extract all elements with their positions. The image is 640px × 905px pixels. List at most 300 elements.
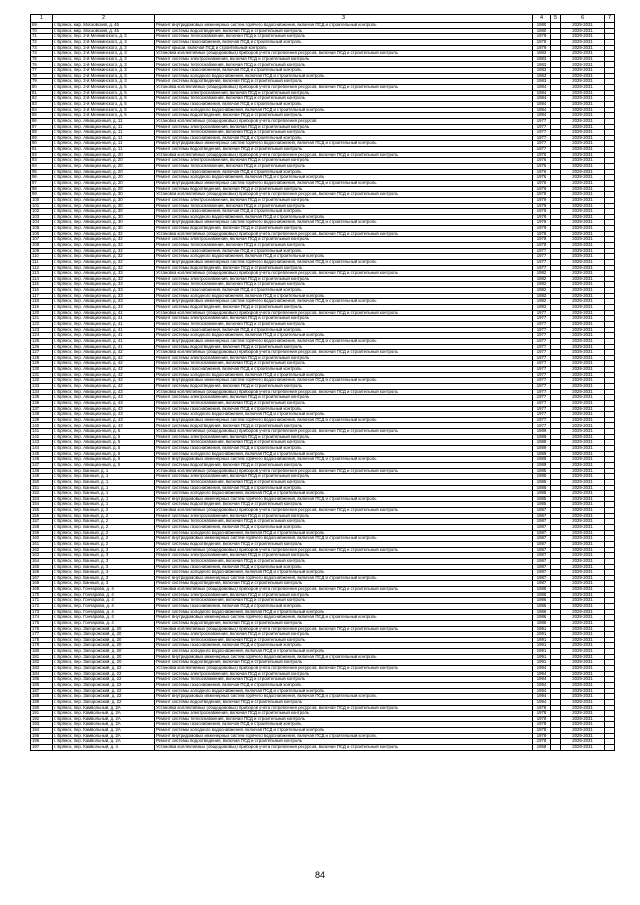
address-cell: г. Брянск, пер. Авиационный, д. 11 (53, 124, 155, 130)
year-built-cell: 1977 (533, 135, 551, 141)
period-cell: 2029-2031 (561, 479, 605, 485)
column-header: 1 (31, 15, 53, 23)
year-built-cell: 1984 (533, 96, 551, 102)
work-type-cell: Ремонт внутридомовых инженерных систем горячего водоснабжения, включая ПСД и строительный контроль (155, 259, 533, 265)
year-built-cell: 1991 (533, 626, 551, 632)
column-header: 4 (533, 15, 551, 23)
row-number-cell: 153 (31, 496, 53, 502)
address-cell: г. Брянск, пер. Камвольный, д. 2А (53, 722, 155, 728)
address-cell: г. Брянск, пер. Авиационный, д. 33 (53, 288, 155, 294)
year-built-cell: 1979 (533, 209, 551, 215)
work-type-cell: Ремонт системы холодного водоснабжения, включая ПСД и строительный контроль (155, 609, 533, 615)
work-type-cell: Ремонт внутридомовых инженерных систем горячего водоснабжения, включая ПСД и строительный контроль (155, 220, 533, 226)
year-built-cell: 1984 (533, 107, 551, 113)
work-type-cell: Ремонт системы холодного водоснабжения, включая ПСД и строительный контроль (155, 412, 533, 418)
address-cell: г. Брянск, пер. Банный, д. 2 (53, 513, 155, 519)
address-cell: г. Брянск, пер. 2-й Менжинского, д. 5 (53, 85, 155, 91)
work-type-cell: Ремонт системы холодного водоснабжения, включая ПСД и строительный контроль (155, 175, 533, 181)
period-cell: 2029-2031 (561, 344, 605, 350)
address-cell: г. Брянск, пер. Авиационный, д. 33 (53, 276, 155, 282)
row-number-cell: 154 (31, 502, 53, 508)
row-number-cell: 97 (31, 180, 53, 186)
row-number-cell: 191 (31, 711, 53, 717)
period-cell: 2029-2031 (561, 164, 605, 170)
address-cell: г. Брянск, пер. Авиационный, д. 41 (53, 310, 155, 316)
work-type-cell: Ремонт системы газоснабжения, включая ПСД и строительный контроль (155, 643, 533, 649)
period-cell: 2029-2031 (561, 90, 605, 96)
row-number-cell: 142 (31, 434, 53, 440)
work-type-cell: Ремонт системы водоотведения, включая ПСД и строительный контроль (155, 186, 533, 192)
work-type-cell: Установка коллективных (общедомовых) приборов учета потребления ресурсов, включая ПСД и строительный контроль (155, 587, 533, 593)
period-cell: 2029-2031 (561, 711, 605, 717)
row-number-cell: 194 (31, 728, 53, 734)
row-number-cell: 126 (31, 344, 53, 350)
column-header: 3 (155, 15, 533, 23)
year-built-cell: 1986 (533, 603, 551, 609)
year-built-cell: 1986 (533, 615, 551, 621)
period-cell: 2029-2031 (561, 288, 605, 294)
year-built-cell: 1976 (533, 158, 551, 164)
address-cell: г. Брянск, пер. Банный, д. 1 (53, 496, 155, 502)
row-number-cell: 110 (31, 254, 53, 260)
period-cell: 2029-2031 (561, 688, 605, 694)
period-cell: 2029-2031 (561, 209, 605, 215)
year-built-cell: 1978 (533, 716, 551, 722)
address-cell: г. Брянск, пер. Авиационный, д. 43 (53, 412, 155, 418)
year-built-cell: 1977 (533, 124, 551, 130)
row-number-cell: 179 (31, 643, 53, 649)
period-cell: 2029-2031 (561, 434, 605, 440)
period-cell: 2029-2031 (561, 603, 605, 609)
year-built-cell: 1983 (533, 62, 551, 68)
year-built-cell: 1976 (533, 186, 551, 192)
year-built-cell: 1977 (533, 344, 551, 350)
year-built-cell: 1985 (533, 474, 551, 480)
row-number-cell: 88 (31, 130, 53, 136)
row-number-cell: 119 (31, 305, 53, 311)
year-built-cell: 1985 (533, 479, 551, 485)
year-built-cell: 1979 (533, 45, 551, 51)
row-number-cell: 111 (31, 259, 53, 265)
address-cell: г. Брянск, пер. 2-й Менжинского, д. 3 (53, 51, 155, 57)
year-built-cell: 1980 (533, 28, 551, 34)
column-header: 6 (561, 15, 605, 23)
address-cell: г. Брянск, пер. 2-й Менжинского, д. 3 (53, 68, 155, 74)
year-built-cell: 1987 (533, 513, 551, 519)
year-built-cell: 1987 (533, 558, 551, 564)
year-built-cell: 1983 (533, 51, 551, 57)
page-number: 84 (314, 870, 325, 880)
period-cell: 2029-2031 (561, 118, 605, 124)
year-built-cell: 1979 (533, 203, 551, 209)
row-number-cell: 76 (31, 62, 53, 68)
address-cell: г. Брянск, пер. 2-й Менжинского, д. 5 (53, 96, 155, 102)
address-cell: г. Брянск, пер. Банный, д. 2 (53, 508, 155, 514)
year-built-cell: 1976 (533, 175, 551, 181)
year-built-cell: 1991 (533, 643, 551, 649)
address-cell: г. Брянск, пер. Авиационный, д. 11 (53, 130, 155, 136)
period-cell: 2029-2031 (561, 68, 605, 74)
row-number-cell: 178 (31, 637, 53, 643)
period-cell: 2029-2031 (561, 372, 605, 378)
period-cell: 2029-2031 (561, 135, 605, 141)
address-cell: г. Брянск, пер. Банный, д. 1 (53, 502, 155, 508)
address-cell: г. Брянск, пер. Запорожский, д. 20 (53, 643, 155, 649)
address-cell: г. Брянск, пер. Авиационный, д. 41 (53, 316, 155, 322)
year-built-cell: 1984 (533, 85, 551, 91)
work-type-cell: Ремонт системы электроснабжения, включая ПСД и строительный контроль (155, 434, 533, 440)
work-type-cell: Ремонт системы электроснабжения, включая ПСД и строительный контроль (155, 592, 533, 598)
year-built-cell: 1985 (533, 491, 551, 497)
address-cell: г. Брянск, пер. Камвольный, д. 2А (53, 716, 155, 722)
year-built-cell: 1994 (533, 671, 551, 677)
year-built-cell: 1994 (533, 666, 551, 672)
address-cell: г. Брянск, пер. Банный, д. 3 (53, 547, 155, 553)
address-cell: г. Брянск, пер. Банный, д. 3 (53, 553, 155, 559)
work-type-cell: Ремонт системы теплоснабжения, включая ПСД и строительный контроль (155, 242, 533, 248)
work-type-cell: Ремонт системы газоснабжения, включая ПСД и строительный контроль (155, 135, 533, 141)
work-type-cell: Ремонт системы холодного водоснабжения, включая ПСД и строительный контроль (155, 688, 533, 694)
address-cell: г. Брянск, пер. Гончарова, д. 4 (53, 592, 155, 598)
period-cell: 2029-2031 (561, 570, 605, 576)
year-built-cell: 1989 (533, 434, 551, 440)
year-built-cell: 1987 (533, 541, 551, 547)
period-cell: 2029-2031 (561, 34, 605, 40)
row-number-cell: 162 (31, 547, 53, 553)
period-cell: 2029-2031 (561, 429, 605, 435)
work-type-cell: Ремонт внутридомовых инженерных систем горячего водоснабжения, включая ПСД и строительный контроль (155, 694, 533, 700)
year-built-cell: 1989 (533, 440, 551, 446)
row-number-cell: 93 (31, 158, 53, 164)
year-built-cell: 1977 (533, 384, 551, 390)
address-cell: г. Брянск, пер. 2-й Менжинского, д. 3 (53, 34, 155, 40)
address-cell: г. Брянск, пер. Авиационный, д. 20 (53, 175, 155, 181)
row-number-cell: 79 (31, 79, 53, 85)
address-cell: г. Брянск, пер. Авиационный, д. 5 (53, 462, 155, 468)
period-cell: 2029-2031 (561, 124, 605, 130)
row-number-cell: 187 (31, 688, 53, 694)
period-cell: 2029-2031 (561, 85, 605, 91)
address-cell: г. Брянск, пер. Запорожский, д. 20 (53, 654, 155, 660)
row-number-cell: 81 (31, 90, 53, 96)
row-number-cell: 87 (31, 124, 53, 130)
address-cell: г. Брянск, пер. 2-й Менжинского, д. 3 (53, 79, 155, 85)
work-type-cell: Ремонт системы газоснабжения, включая ПСД и строительный контроль (155, 327, 533, 333)
address-cell: г. Брянск, пер. Авиационный, д. 20 (53, 169, 155, 175)
year-built-cell: 1979 (533, 192, 551, 198)
address-cell: г. Брянск, пер. Банный, д. 1 (53, 485, 155, 491)
year-built-cell: 1976 (533, 164, 551, 170)
work-type-cell: Установка коллективных (общедомовых) приборов учета потребления ресурсов, включая ПСД и строительный контроль (155, 152, 533, 158)
year-built-cell: 1985 (533, 496, 551, 502)
work-type-cell: Ремонт внутридомовых инженерных систем горячего водоснабжения, включая ПСД и строительный контроль (155, 338, 533, 344)
address-cell: г. Брянск, пер. Авиационный, д. 11 (53, 147, 155, 153)
period-cell: 2029-2031 (561, 367, 605, 373)
address-cell: г. Брянск, пер. Запорожский, д. 22 (53, 671, 155, 677)
row-number-cell: 170 (31, 592, 53, 598)
work-type-cell: Ремонт системы холодного водоснабжения, включая ПСД и строительный контроль (155, 649, 533, 655)
period-cell: 2029-2031 (561, 293, 605, 299)
address-cell: г. Брянск, пер. Запорожский, д. 22 (53, 677, 155, 683)
work-type-cell: Ремонт системы холодного водоснабжения, включая ПСД и строительный контроль (155, 214, 533, 220)
address-cell: г. Брянск, пер. 2-й Менжинского, д. 3 (53, 62, 155, 68)
period-cell: 2029-2031 (561, 716, 605, 722)
period-cell: 2029-2031 (561, 451, 605, 457)
row-number-cell: 133 (31, 384, 53, 390)
work-type-cell: Ремонт системы водоотведения, включая ПСД и строительный контроль (155, 541, 533, 547)
address-cell: г. Брянск, пер. Камвольный, д. 4 (53, 745, 155, 751)
row-number-cell: 186 (31, 682, 53, 688)
address-cell: г. Брянск, пер. Банный, д. 3 (53, 564, 155, 570)
address-cell: г. Брянск, пер. Авиационный, д. 33 (53, 271, 155, 277)
column-header: 5 (551, 15, 561, 23)
row-number-cell: 70 (31, 28, 53, 34)
period-cell: 2029-2031 (561, 682, 605, 688)
address-cell: г. Брянск, пер. 2-й Менжинского, д. 5 (53, 101, 155, 107)
work-type-cell: Ремонт системы газоснабжения, включая ПСД и строительный контроль (155, 68, 533, 74)
row-number-cell: 82 (31, 96, 53, 102)
period-cell: 2029-2031 (561, 536, 605, 542)
work-type-cell: Ремонт системы электроснабжения, включая ПСД и строительный контроль (155, 316, 533, 322)
period-cell: 2029-2031 (561, 299, 605, 305)
row-number-cell: 183 (31, 666, 53, 672)
work-type-cell: Ремонт системы электроснабжения, включая ПСД и строительный контроль (155, 513, 533, 519)
work-type-cell: Ремонт системы водоотведения, включая ПСД и строительный контроль (155, 265, 533, 271)
address-cell: г. Брянск, пер. Запорожский, д. 20 (53, 649, 155, 655)
year-built-cell: 1987 (533, 570, 551, 576)
address-cell: г. Брянск, пер. Гончарова, д. 4 (53, 603, 155, 609)
period-cell: 2029-2031 (561, 626, 605, 632)
row-number-cell: 193 (31, 722, 53, 728)
row-number-cell: 159 (31, 530, 53, 536)
year-built-cell: 1982 (533, 282, 551, 288)
year-built-cell: 1984 (533, 101, 551, 107)
address-cell: г. Брянск, пер. Авиационный, д. 41 (53, 321, 155, 327)
year-built-cell: 1977 (533, 321, 551, 327)
address-cell: г. Брянск, пер. Авиационный, д. 32 (53, 231, 155, 237)
period-cell: 2029-2031 (561, 654, 605, 660)
address-cell: г. Брянск, пер. Гончарова, д. 4 (53, 620, 155, 626)
row-number-cell: 115 (31, 282, 53, 288)
row-number-cell: 160 (31, 536, 53, 542)
work-type-cell: Ремонт системы электроснабжения, включая ПСД и строительный контроль (155, 237, 533, 243)
address-cell: г. Брянск, пер. Авиационный, д. 42 (53, 350, 155, 356)
work-type-cell: Ремонт системы теплоснабжения, включая ПСД и строительный контроль (155, 637, 533, 643)
work-type-cell: Ремонт системы водоотведения, включая ПСД и строительный контроль (155, 620, 533, 626)
work-type-cell: Установка коллективных (общедомовых) приборов учета потребления ресурсов, включая ПСД и строительный контроль (155, 705, 533, 711)
row-number-cell: 136 (31, 400, 53, 406)
work-type-cell: Ремонт системы теплоснабжения, включая ПСД и строительный контроль (155, 716, 533, 722)
year-built-cell: 1979 (533, 214, 551, 220)
address-cell: г. Брянск, мкр. Московский, д. 45 (53, 28, 155, 34)
address-cell: г. Брянск, пер. Запорожский, д. 20 (53, 632, 155, 638)
row-number-cell: 141 (31, 429, 53, 435)
table-row (31, 745, 615, 751)
year-built-cell: 1982 (533, 288, 551, 294)
row-number-cell: 114 (31, 276, 53, 282)
year-built-cell: 1977 (533, 406, 551, 412)
address-cell: г. Брянск, пер. Авиационный, д. 41 (53, 344, 155, 350)
work-type-cell: Ремонт системы электроснабжения, включая ПСД и строительный контроль (155, 711, 533, 717)
year-built-cell: 1989 (533, 457, 551, 463)
work-type-cell: Ремонт системы газоснабжения, включая ПСД и строительный контроль (155, 682, 533, 688)
work-type-cell: Ремонт системы газоснабжения, включая ПСД и строительный контроль (155, 288, 533, 294)
period-cell: 2029-2031 (561, 587, 605, 593)
work-type-cell: Установка коллективных (общедомовых) приборов учета потребления ресурсов, включая ПСД и строительный контроль (155, 547, 533, 553)
year-built-cell: 1989 (533, 451, 551, 457)
period-cell: 2029-2031 (561, 722, 605, 728)
work-type-cell: Ремонт системы холодного водоснабжения, включая ПСД и строительный контроль (155, 451, 533, 457)
work-type-cell: Установка коллективных (общедомовых) приборов учета потребления ресурсов, включая ПСД и строительный контроль (155, 231, 533, 237)
year-built-cell: 1987 (533, 525, 551, 531)
work-type-cell: Установка коллективных (общедомовых) приборов учета потребления ресурсов, включая ПСД и строительный контроль (155, 745, 533, 751)
period-cell: 2029-2031 (561, 242, 605, 248)
address-cell: г. Брянск, пер. 2-й Менжинского, д. 5 (53, 107, 155, 113)
period-cell: 2029-2031 (561, 468, 605, 474)
work-type-cell: Ремонт системы теплоснабжения, включая ПСД и строительный контроль (155, 558, 533, 564)
row-number-cell: 118 (31, 299, 53, 305)
year-built-cell: 1977 (533, 259, 551, 265)
address-cell: г. Брянск, пер. Авиационный, д. 5 (53, 446, 155, 452)
work-type-cell: Установка коллективных (общедомовых) приборов учета потребления ресурсов, включая ПСД и строительный контроль (155, 666, 533, 672)
work-type-cell: Ремонт системы водоотведения, включая ПСД и строительный контроль (155, 28, 533, 34)
work-type-cell: Ремонт внутридомовых инженерных систем горячего водоснабжения, включая ПСД и строительный контроль (155, 496, 533, 502)
period-cell: 2029-2031 (561, 192, 605, 198)
period-cell: 2029-2031 (561, 615, 605, 621)
period-cell: 2029-2031 (561, 406, 605, 412)
row-number-cell: 134 (31, 389, 53, 395)
year-built-cell: 1985 (533, 485, 551, 491)
year-built-cell: 1980 (533, 23, 551, 29)
year-built-cell: 1989 (533, 462, 551, 468)
work-type-cell: Ремонт системы холодного водоснабжения, включая ПСД и строительный контроль (155, 372, 533, 378)
year-built-cell: 1982 (533, 299, 551, 305)
year-built-cell: 1979 (533, 34, 551, 40)
year-built-cell: 1978 (533, 711, 551, 717)
year-built-cell: 1977 (533, 417, 551, 423)
address-cell: г. Брянск, пер. Банный, д. 3 (53, 581, 155, 587)
work-type-cell: Ремонт внутридомовых инженерных систем горячего водоснабжения, включая ПСД и строительный контроль (155, 141, 533, 147)
period-cell: 2029-2031 (561, 248, 605, 254)
period-cell: 2029-2031 (561, 400, 605, 406)
year-built-cell: 1976 (533, 180, 551, 186)
work-type-cell: Ремонт внутридомовых инженерных систем горячего водоснабжения, включая ПСД и строительный контроль (155, 417, 533, 423)
table-body (31, 15, 615, 751)
address-cell: г. Брянск, пер. Банный, д. 1 (53, 479, 155, 485)
period-cell: 2029-2031 (561, 694, 605, 700)
work-type-cell: Ремонт системы газоснабжения, включая ПСД и строительный контроль (155, 209, 533, 215)
work-type-cell: Ремонт системы холодного водоснабжения, включая ПСД и строительный контроль (155, 491, 533, 497)
period-cell: 2029-2031 (561, 519, 605, 525)
row-number-cell: 185 (31, 677, 53, 683)
row-number-cell: 144 (31, 446, 53, 452)
row-number-cell: 164 (31, 558, 53, 564)
row-number-cell: 151 (31, 485, 53, 491)
row-number-cell: 152 (31, 491, 53, 497)
year-built-cell: 1989 (533, 446, 551, 452)
period-cell: 2029-2031 (561, 220, 605, 226)
year-built-cell: 1987 (533, 519, 551, 525)
row-number-cell: 107 (31, 237, 53, 243)
address-cell: г. Брянск, пер. Гончарова, д. 4 (53, 598, 155, 604)
row-number-cell: 150 (31, 479, 53, 485)
period-cell: 2029-2031 (561, 541, 605, 547)
period-cell: 2029-2031 (561, 547, 605, 553)
row-number-cell: 180 (31, 649, 53, 655)
work-type-cell: Ремонт системы холодного водоснабжения, включая ПСД и строительный контроль (155, 73, 533, 79)
row-number-cell: 78 (31, 73, 53, 79)
row-number-cell: 74 (31, 51, 53, 57)
address-cell: г. Брянск, пер. Авиационный, д. 32 (53, 242, 155, 248)
year-built-cell: 1977 (533, 327, 551, 333)
period-cell: 2029-2031 (561, 333, 605, 339)
period-cell: 2029-2031 (561, 643, 605, 649)
period-cell: 2029-2031 (561, 739, 605, 745)
address-cell: г. Брянск, пер. Авиационный, д. 5 (53, 440, 155, 446)
year-built-cell: 1987 (533, 575, 551, 581)
work-type-cell: Ремонт системы водоотведения, включая ПСД и строительный контроль (155, 581, 533, 587)
work-type-cell: Ремонт внутридомовых инженерных систем горячего водоснабжения, включая ПСД и строительный контроль (155, 299, 533, 305)
row-number-cell: 123 (31, 327, 53, 333)
row-number-cell: 172 (31, 603, 53, 609)
row-number-cell: 163 (31, 553, 53, 559)
period-cell: 2029-2031 (561, 350, 605, 356)
row-number-cell: 112 (31, 265, 53, 271)
address-cell: г. Брянск, пер. Запорожский, д. 22 (53, 666, 155, 672)
period-cell: 2029-2031 (561, 378, 605, 384)
year-built-cell: 1978 (533, 242, 551, 248)
period-cell: 2029-2031 (561, 101, 605, 107)
year-built-cell: 1977 (533, 350, 551, 356)
year-built-cell: 1977 (533, 333, 551, 339)
work-type-cell: Ремонт системы холодного водоснабжения, включая ПСД и строительный контроль (155, 254, 533, 260)
year-built-cell: 1977 (533, 378, 551, 384)
period-cell: 2029-2031 (561, 175, 605, 181)
row-number-cell: 96 (31, 175, 53, 181)
row-number-cell: 195 (31, 733, 53, 739)
address-cell: г. Брянск, пер. Банный, д. 1 (53, 468, 155, 474)
address-cell: г. Брянск, пер. Авиационный, д. 30 (53, 209, 155, 215)
work-type-cell: Ремонт системы электроснабжения, включая ПСД и строительный контроль (155, 553, 533, 559)
period-cell: 2029-2031 (561, 474, 605, 480)
year-built-cell: 1987 (533, 508, 551, 514)
col-5-cell (551, 745, 561, 751)
address-cell: г. Брянск, пер. Камвольный, д. 2А (53, 733, 155, 739)
row-number-cell: 143 (31, 440, 53, 446)
year-built-cell: 1986 (533, 620, 551, 626)
address-cell: г. Брянск, пер. Авиационный, д. 30 (53, 192, 155, 198)
row-number-cell: 113 (31, 271, 53, 277)
row-number-cell: 83 (31, 101, 53, 107)
work-type-cell: Ремонт внутридомовых инженерных систем горячего водоснабжения, включая ПСД и строительный контроль (155, 654, 533, 660)
address-cell: г. Брянск, пер. Запорожский, д. 22 (53, 694, 155, 700)
work-type-cell: Ремонт системы холодного водоснабжения, включая ПСД и строительный контроль (155, 293, 533, 299)
work-type-cell: Установка коллективных (общедомовых) приборов учета потребления ресурсов, включая ПСД и строительный контроль (155, 626, 533, 632)
year-built-cell: 1978 (533, 722, 551, 728)
work-type-cell: Ремонт системы теплоснабжения, включая ПСД и строительный контроль (155, 164, 533, 170)
year-built-cell: 1984 (533, 113, 551, 119)
row-number-cell: 182 (31, 660, 53, 666)
work-type-cell: Ремонт системы водоотведения, включая ПСД и строительный контроль (155, 113, 533, 119)
work-type-cell: Установка коллективных (общедомовых) приборов учета потребления ресурсов, включая ПСД и строительный контроль (155, 508, 533, 514)
period-cell: 2029-2031 (561, 113, 605, 119)
address-cell: г. Брянск, пер. Авиационный, д. 42 (53, 367, 155, 373)
period-cell: 2029-2031 (561, 316, 605, 322)
period-cell: 2029-2031 (561, 237, 605, 243)
year-built-cell: 1978 (533, 231, 551, 237)
row-number-cell: 157 (31, 519, 53, 525)
address-cell: г. Брянск, пер. Камвольный, д. 2А (53, 711, 155, 717)
